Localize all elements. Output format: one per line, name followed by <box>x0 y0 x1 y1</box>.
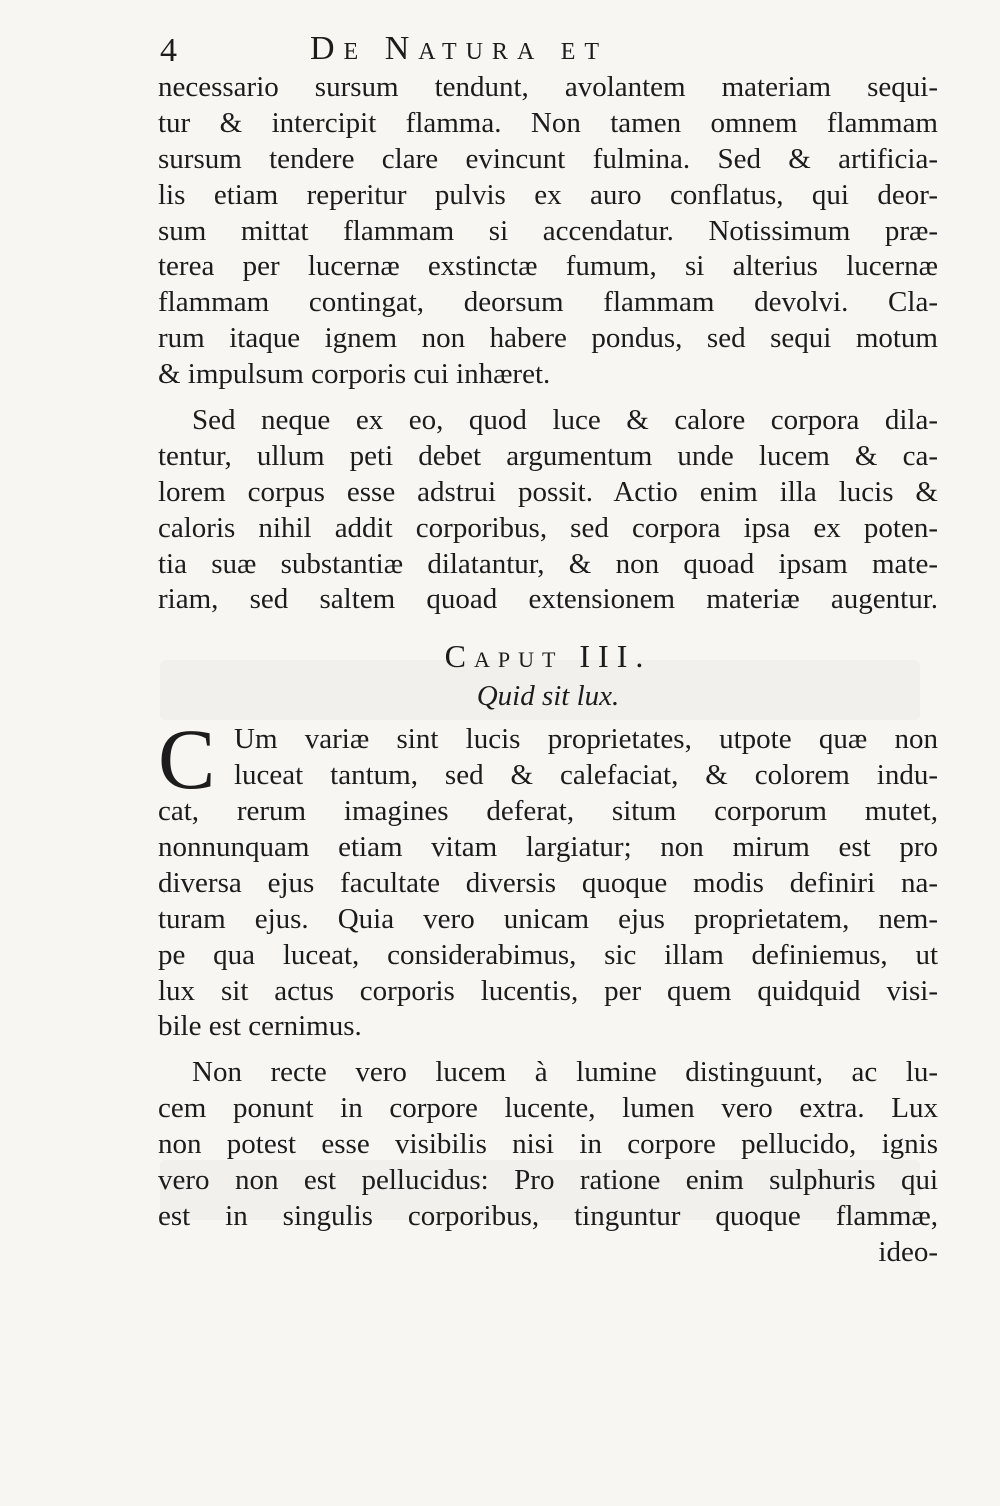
text-line: non potest esse visibilis nisi in corpore pellucido, ignis <box>158 1128 938 1161</box>
text-line: terea per lucernæ exstinctæ fumum, si alterius lucernæ <box>158 250 938 283</box>
text-line: cem ponunt in corpore lucente, lumen vero extra. Lux <box>158 1092 938 1125</box>
paragraph-4 <box>158 1055 938 1270</box>
text-line: lux sit actus corporis lucentis, per quem quidquid visi- <box>158 974 938 1007</box>
text-line: sursum tendere clare evincunt fulmina. Sed & artificia- <box>158 142 938 175</box>
text-line: luceat tantum, sed & calefaciat, & colorem indu- <box>234 759 938 792</box>
running-title: De Natura et <box>310 30 609 67</box>
paragraph-1 <box>158 70 938 393</box>
text-line: tur & intercipit flamma. Non tamen omnem flammam <box>158 106 938 139</box>
drop-cap: C <box>158 711 216 808</box>
text-line: flammam contingat, deorsum flammam devolvi. Cla- <box>158 286 938 319</box>
text-line: bile est cernimus. <box>158 1010 362 1043</box>
text-line: nonnunquam etiam vitam largiatur; non mirum est pro <box>158 831 938 864</box>
text-line: caloris nihil addit corporibus, sed corpora ipsa ex poten- <box>158 511 938 544</box>
text-line: Sed neque ex eo, quod luce & calore corpora dila- <box>192 404 938 437</box>
text-line: Non recte vero lucem à lumine distinguunt, ac lu- <box>192 1056 938 1089</box>
page-header <box>160 30 780 74</box>
body-text <box>158 70 938 1271</box>
text-line: turam ejus. Quia vero unicam ejus proprietatem, nem- <box>158 902 938 935</box>
text-line: Um variæ sint lucis proprietates, utpote quæ non <box>234 723 938 756</box>
text-line: diversa ejus facultate diversis quoque modis definiri na- <box>158 866 938 899</box>
paragraph-3 <box>158 711 938 1045</box>
text-line: lorem corpus esse adstrui possit. Actio enim illa lucis & <box>158 475 938 508</box>
text-line: est in singulis corporibus, tinguntur quoque flammæ, <box>158 1199 938 1232</box>
text-line: pe qua luceat, considerabimus, sic illam definiemus, ut <box>158 938 938 971</box>
catchword: ideo- <box>878 1235 938 1268</box>
page-number: 4 <box>160 32 177 69</box>
text-line: riam, sed saltem quoad extensionem materiæ augentur. <box>158 583 938 616</box>
chapter-title: Caput III. <box>444 638 652 675</box>
text-line: cat, rerum imagines deferat, situm corporum mutet, <box>158 795 938 828</box>
text-line: sum mittat flammam si accendatur. Notissimum præ- <box>158 214 938 247</box>
text-line: vero non est pellucidus: Pro ratione enim sulphuris qui <box>158 1164 938 1197</box>
text-line: & impulsum corporis cui inhæret. <box>158 358 551 391</box>
text-line: tentur, ullum peti debet argumentum unde lucem & ca- <box>158 439 938 472</box>
text-line: tia suæ substantiæ dilatantur, & non quoad ipsam mate- <box>158 547 938 580</box>
text-line: rum itaque ignem non habere pondus, sed sequi motum <box>158 322 938 355</box>
text-line: necessario sursum tendunt, avolantem materiam sequi- <box>158 71 938 103</box>
chapter-subtitle: Quid sit lux. <box>476 680 620 713</box>
text-line: lis etiam reperitur pulvis ex auro conflatus, qui deor- <box>158 178 938 211</box>
paragraph-2 <box>158 403 938 618</box>
